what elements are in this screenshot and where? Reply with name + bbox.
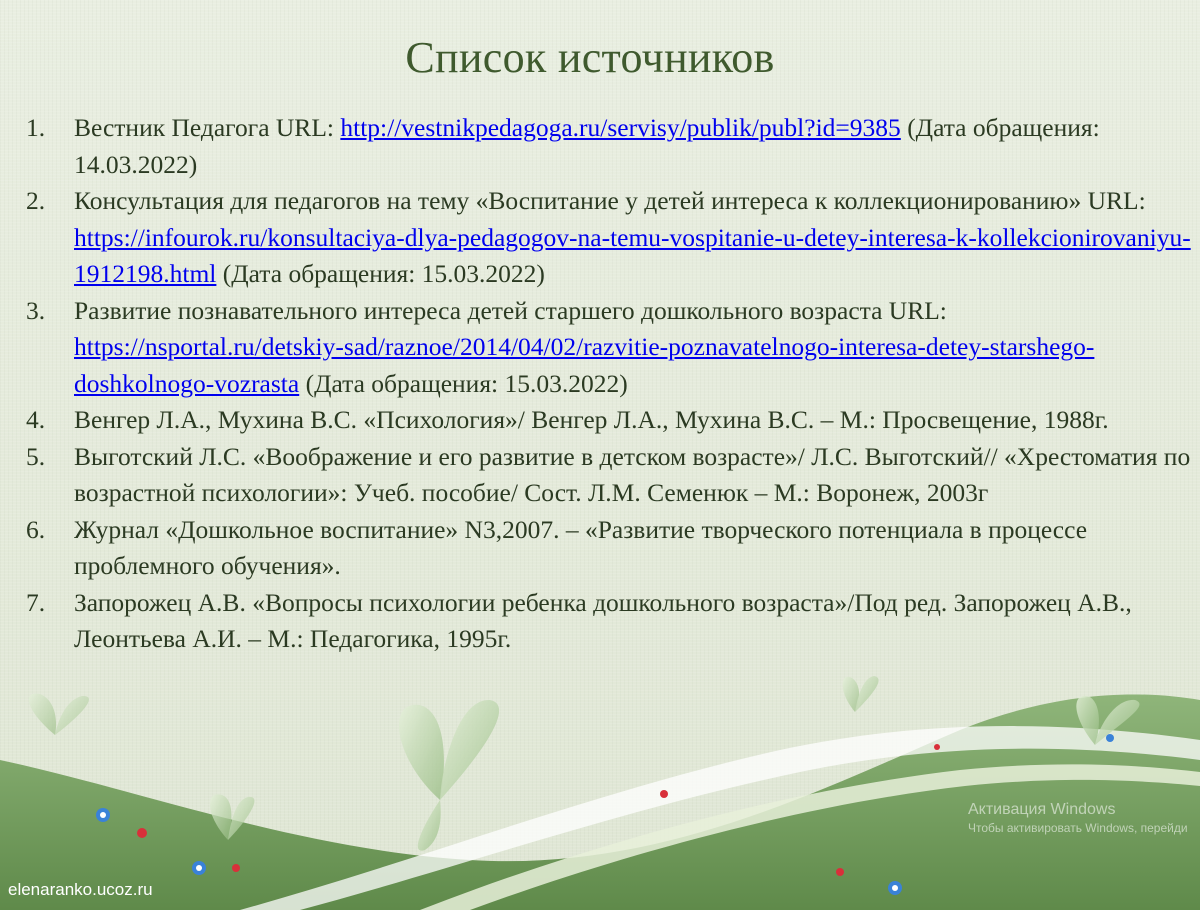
source-number: 2.	[26, 186, 46, 215]
watermark-subtitle: Чтобы активировать Windows, перейди	[968, 821, 1188, 835]
source-text: Консультация для педагогов на тему «Воспитание у детей интереса к коллекционированию» URL:	[74, 186, 1146, 215]
source-number: 3.	[26, 295, 46, 325]
source-number: 1.	[26, 113, 46, 142]
source-number: 7.	[26, 587, 46, 617]
source-access-date: (Дата обращения: 15.03.2022)	[216, 259, 545, 288]
source-text: Венгер Л.А., Мухина В.С. «Психология»/ Венгер Л.А., Мухина В.С. – М.: Просвещение, 1988г.	[74, 405, 1109, 434]
source-text: Вестник Педагога URL:	[74, 113, 341, 142]
source-item	[22, 183, 1192, 293]
source-access-date: (Дата обращения: 14.03.2022)	[74, 113, 1100, 179]
source-link[interactable]: http://vestnikpedagoga.ru/servisy/publik/publ?id=9385	[340, 113, 901, 142]
windows-activation-watermark	[968, 800, 1200, 836]
source-item	[22, 439, 1192, 512]
sources-list	[22, 110, 1192, 658]
source-item	[22, 402, 1192, 439]
source-item	[22, 512, 1192, 585]
butterfly-icon	[399, 700, 499, 851]
source-access-date: (Дата обращения: 15.03.2022)	[299, 368, 628, 398]
site-caption: elenaranko.ucoz.ru	[8, 880, 153, 899]
source-text: Развитие познавательного интереса детей старшего дошкольного возраста URL:	[74, 295, 947, 325]
source-number: 5.	[26, 441, 46, 471]
butterfly-icon	[29, 693, 89, 735]
source-item	[22, 110, 1192, 183]
butterfly-icon	[843, 676, 879, 712]
source-number: 4.	[26, 405, 46, 434]
source-text: Журнал «Дошкольное воспитание» N3,2007. – «Развитие творческого потенциала в процессе проблемного обучения».	[74, 514, 1088, 580]
source-text: Запорожец А.В. «Вопросы психологии ребенка дошкольного возраста»/Под ред. Запорожец А.В., Леонтьева А.И. – М.: Педагогика, 1995г.	[74, 587, 1132, 653]
source-item	[22, 585, 1192, 658]
slide-title: Список источников	[405, 33, 775, 82]
source-item	[22, 293, 1192, 403]
source-number: 6.	[26, 514, 46, 544]
source-text: Выготский Л.С. «Воображение и его развитие в детском возрасте»/ Л.С. Выготский// «Хрестоматия по возрастной психологии»: Учеб. пособие/ Сост. Л.М. Семенюк – М.: Воронеж, 2003г	[74, 441, 1191, 507]
watermark-title: Активация Windows	[968, 801, 1116, 818]
source-link[interactable]: https://infourok.ru/konsultaciya-dlya-pedagogov-na-temu-vospitanie-u-detey-interesa-k-kollekcionirovaniyu-1912198.html	[74, 222, 1191, 288]
source-link[interactable]: https://nsportal.ru/detskiy-sad/raznoe/2014/04/02/razvitie-poznavatelnogo-interesa-detey-starshego-doshkolnogo-vozrasta	[74, 332, 1095, 398]
